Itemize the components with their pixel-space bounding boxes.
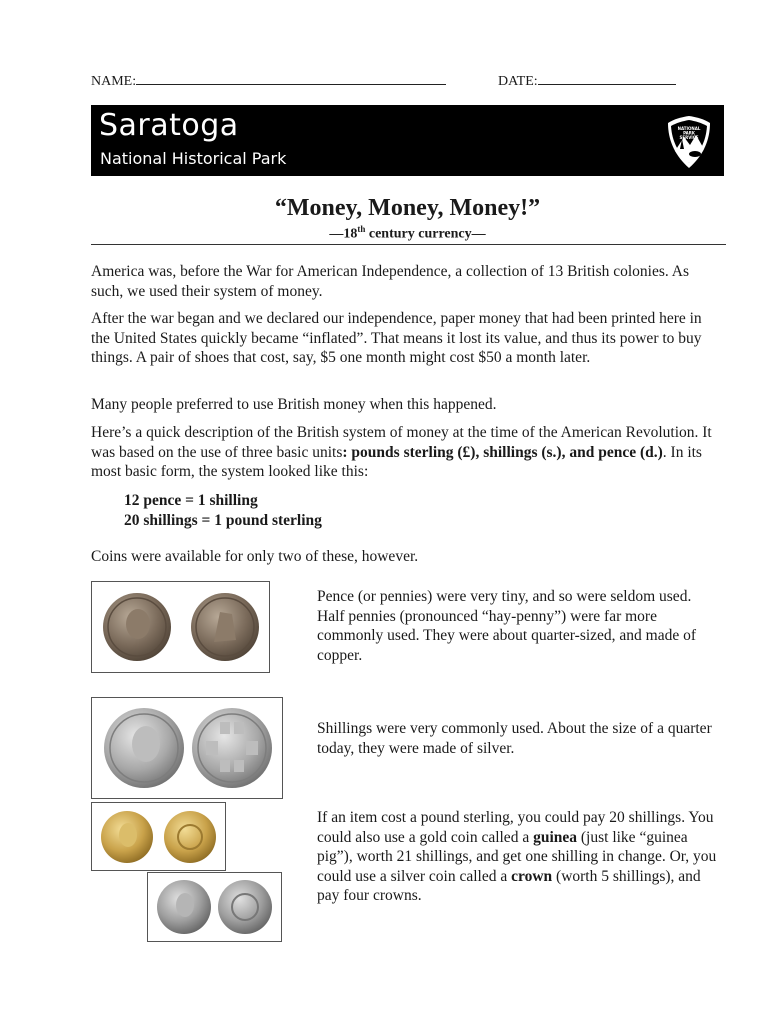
caption-pound: If an item cost a pound sterling, you could pay 20 shillings. You could also use a gold coin called a guinea (just like “guinea pig”), worth 21 shillings, and get one shilling in change. Or, you could use a silver coin called a crown (worth 5 shillings), and pay four crowns. bbox=[317, 809, 717, 904]
crown-bold: crown bbox=[511, 867, 553, 885]
shilling-coins-icon bbox=[92, 698, 282, 798]
name-label: NAME: bbox=[91, 74, 137, 89]
paragraph-system: Here’s a quick description of the British system of money at the time of the American Revolution. It was based on the use of three basic units: pounds sterling (£), shillings (s.), and pence (d.). In its most basic form, the system looked like this: bbox=[91, 424, 712, 480]
paragraph-coins: Coins were available for only two of these, however. bbox=[91, 548, 419, 565]
guinea-coins-image bbox=[91, 802, 226, 871]
crown-coins-image bbox=[147, 872, 282, 942]
logo-text-3: SERVICE bbox=[679, 135, 699, 140]
crown-coins-icon bbox=[148, 873, 281, 941]
park-banner bbox=[91, 105, 724, 176]
name-field[interactable] bbox=[136, 70, 446, 85]
logo-text-1: NATIONAL bbox=[677, 126, 701, 131]
document-subtitle: —18th century currency— bbox=[329, 224, 486, 242]
park-title: Saratoga bbox=[99, 108, 239, 143]
halfpenny-coins-icon bbox=[92, 582, 269, 672]
paragraph-british-money: Many people preferred to use British money when this happened. bbox=[91, 396, 497, 413]
date-field[interactable] bbox=[538, 70, 676, 85]
date-line bbox=[498, 70, 676, 90]
halfpenny-coins-image bbox=[91, 581, 270, 673]
equation-shillings: 20 shillings = 1 pound sterling bbox=[124, 512, 322, 529]
nps-arrowhead-logo bbox=[666, 115, 712, 169]
guinea-bold: guinea bbox=[533, 828, 578, 846]
name-line bbox=[91, 70, 446, 90]
caption-pence: Pence (or pennies) were very tiny, and so were seldom used. Half pennies (pronounced “hay-penny”) were far more commonly used. They were about quarter-sized, and made of copper. bbox=[317, 588, 697, 664]
document-title: “Money, Money, Money!” bbox=[274, 195, 541, 221]
caption-shillings: Shillings were very commonly used. About the size of a quarter today, they were made of silver. bbox=[317, 720, 712, 757]
logo-text-2: PARK bbox=[683, 130, 695, 136]
shilling-coins-image bbox=[91, 697, 283, 799]
equation-pence: 12 pence = 1 shilling bbox=[124, 492, 258, 509]
paragraph-inflation: After the war began and we declared our independence, paper money that had been printed here in the United States quickly became “inflated”. That means it lost its value, and thus its power to buy things. A pair of shoes that cost, say, $5 one month might cost $50 a month later. bbox=[91, 310, 702, 366]
date-label: DATE: bbox=[498, 74, 538, 89]
units-bold: : pounds sterling (£), shillings (s.), and pence (d.) bbox=[342, 443, 663, 461]
guinea-coins-icon bbox=[92, 803, 225, 870]
title-divider bbox=[91, 244, 726, 245]
park-subtitle: National Historical Park bbox=[100, 149, 287, 168]
paragraph-colonies: America was, before the War for American Independence, a collection of 13 British colonies. As such, we used their system of money. bbox=[91, 263, 690, 300]
